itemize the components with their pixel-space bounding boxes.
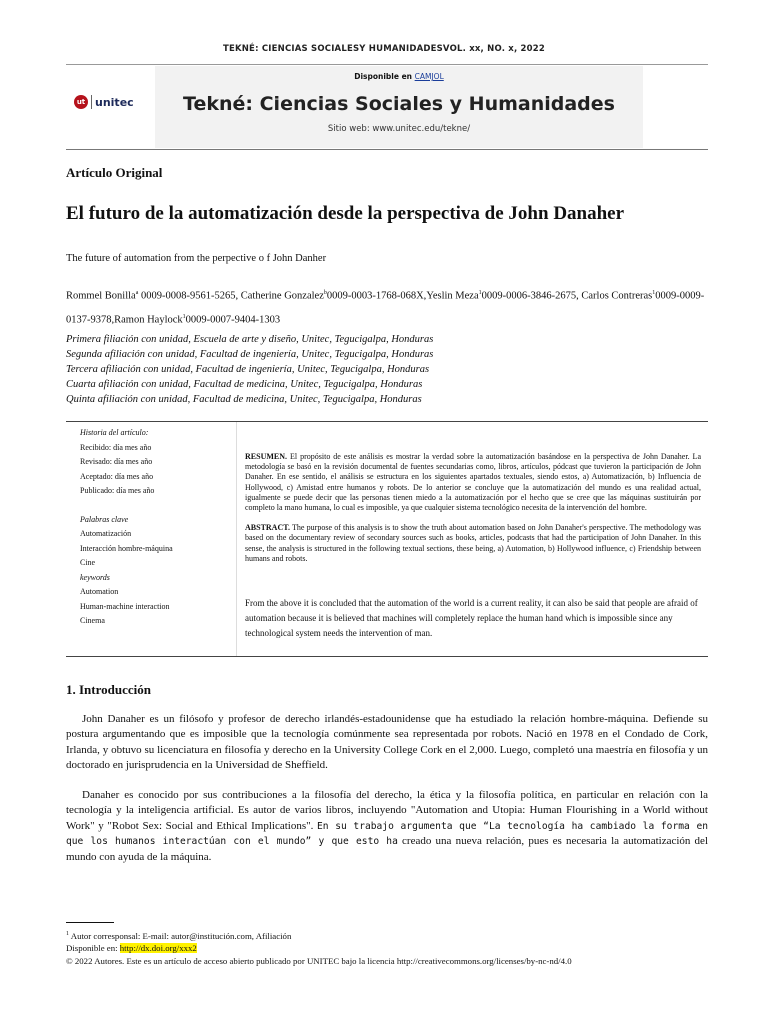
footnotes	[66, 928, 572, 967]
intro-p2-text: Danaher es conocido por sus contribuciones a la filosofía del derecho, la ética y la filosofía política, en particular en relación con la tecnología y la inteligencia artificial. Es autor de varios libros, incluyendo "Automation and Utopia: Human Flourishing in a World without Work" y "Robot Sex: Social and Ethical Implications".	[66, 789, 708, 832]
doi-label: Disponible en:	[66, 943, 120, 954]
keyword-item: Cine	[80, 558, 96, 567]
abstract-label: ABSTRACT.	[245, 523, 290, 533]
article-subtitle: The future of automation from the perpective o f John Danher	[66, 253, 327, 264]
resumen-label: RESUMEN.	[245, 452, 288, 461]
author-orcid: 0009-0008-9561-5265,	[138, 290, 241, 302]
logo-divider	[91, 95, 92, 109]
history-item: Revisado: día mes año	[80, 457, 153, 466]
history-item: Publicado: día mes año	[80, 486, 155, 495]
author-sup: b	[323, 290, 327, 296]
affiliation-line: Cuarta afiliación con unidad, Facultad de medicina, Unitec, Tegucigalpa, Honduras	[66, 379, 423, 390]
author-orcid: 0009-0009-0137-9378,	[66, 290, 705, 325]
divider-bottom	[66, 656, 708, 657]
journal-website: Sitio web: www.unitec.edu/tekne/	[327, 124, 471, 134]
keywords-es-heading: Palabras clave	[80, 514, 129, 524]
corresponding-author-text: Autor corresponsal: E-mail: autor@institución.com, Afiliación	[69, 930, 292, 941]
keyword-item: Automation	[80, 587, 119, 596]
affiliation-line: Primera filiación con unidad, Escuela de arte y diseño, Unitec, Tegucigalpa, Honduras	[66, 334, 434, 345]
author-name: Catherine Gonzalez	[240, 290, 324, 302]
availability-line	[155, 72, 643, 81]
author-sup: 1	[652, 290, 656, 296]
article-title: El futuro de la automatización desde la perspectiva de John Danaher	[66, 203, 625, 224]
divider-top	[66, 421, 708, 422]
author-orcid: 0009-0003-1768-068X,	[326, 290, 427, 302]
keyword-item: Human-machine interaction	[80, 601, 170, 611]
resumen-text: El propósito de este análisis es mostrar la verdad sobre la automatización basándose en la perspectiva de John Danaher. La metodología se basó en la revisión documental de fuentes secundarias como, libros, artículos, pódcast que tuvieron la participación de John Danaher. En ese sentido, el análisis se estructura en los siguientes apartados textuales, siendo estos, a) Automatización, b) Influencia de Hollywood, c) Amistad entre humanos y robots. De lo anterior se concluye que la automatización del mundo es una realidad actual, igualmente se puede decir que las personas tienen miedo a la automatización por el hecho que se cree que las máquinas sustituirán por completo la mano humana, lo cual es imposible, ya que cualquier sistema tecnológico necesita de la intervención del hombre.	[245, 452, 701, 513]
keywords-en-heading: keywords	[80, 572, 110, 582]
availability-label: Disponible en	[354, 72, 412, 81]
footnote-rule	[66, 922, 114, 923]
affiliations	[66, 332, 433, 407]
abstract-text: The purpose of this analysis is to show the truth about automation based on John Danaher's perspective. The methodology was based on the documentary review of secondary sources such as books, articles, podcasts that had the participation of John Danaher. In this sense, the analysis is structured in the following textual sections, these being, a) Automation, b) Hollywood influence, c) Friendship between humans and robots.	[245, 523, 701, 563]
resumen	[245, 452, 701, 513]
author-sup: 1	[182, 313, 186, 320]
article-info-sidebar	[80, 426, 230, 629]
footnote-sup: 1	[66, 931, 69, 937]
author-sup: a	[135, 290, 139, 296]
doi-link[interactable]: http://dx.doi.org/xxx2	[119, 943, 197, 954]
keyword-item: Interacción hombre-máquina	[80, 543, 173, 553]
running-head: TEKNÉ: CIENCIAS SOCIALESY HUMANIDADESVOL. xx, NO. x, 2022	[222, 44, 546, 54]
keyword-item: Automatización	[80, 529, 132, 538]
intro-paragraph-2	[66, 788, 708, 865]
author-name: Ramon Haylock	[114, 314, 183, 325]
corresponding-author-note	[66, 928, 572, 942]
affiliation-line: Quinta afiliación con unidad, Facultad de medicina, Unitec, Tegucigalpa, Honduras	[66, 394, 422, 405]
abstract-block	[245, 452, 701, 564]
history-item: Recibido: día mes año	[80, 442, 152, 452]
abstract	[245, 523, 701, 564]
affiliation-line: Segunda afiliación con unidad, Facultad de ingeniería, Unitec, Tegucigalpa, Honduras	[66, 349, 434, 360]
history-heading: Historia del artículo:	[80, 428, 149, 437]
unitec-logo-icon: ut	[74, 95, 88, 109]
unitec-logo-text: unitec	[95, 95, 134, 109]
author-sup: 1	[478, 290, 482, 296]
affiliation-line: Tercera afiliación con unidad, Facultad de ingeniería, Unitec, Tegucigalpa, Honduras	[66, 364, 430, 375]
article-type: Artículo Original	[66, 165, 163, 180]
intro-paragraph-1: John Danaher es un filósofo y profesor de derecho irlandés-estadounidense que ha estudiado la relación hombre-máquina. Defiende su postura argumentando que es imposible que la tecnología comúnmente sea representada por robots. Nació en 1978 en el Condado de Cork, Irlanda, y obtuvo su licenciatura en filosofía y derecho en la University College Cork en el 2,000. Luego, completó una maestría en filosofía y un doctorado en jurisprudencia en la Universidad de Sheffield.	[66, 713, 708, 772]
doi-line	[66, 942, 572, 954]
author-name: Yeslin Meza	[426, 290, 479, 302]
section-heading-introduction: 1. Introducción	[66, 682, 151, 697]
column-divider	[236, 422, 237, 656]
intro-p2-end: creado una nueva relación, pues es necesaria la automatización del mundo con ayuda de la máquina.	[66, 835, 708, 863]
author-orcid: 0009-0007-9404-1303	[185, 314, 281, 325]
intro-p2-quote: En su trabajo argumenta que “La tecnología ha cambiado la forma en que los humanos interactúan con el mundo” y que esto ha	[66, 820, 708, 848]
keyword-item: Cinema	[80, 616, 105, 625]
history-item: Aceptado: día mes año	[80, 471, 154, 481]
journal-title: Tekné: Ciencias Sociales y Humanidades	[183, 93, 615, 115]
author-name: Rommel Bonilla	[66, 290, 136, 302]
author-orcid: 0009-0006-3846-2675,	[481, 290, 579, 302]
license-note: © 2022 Autores. Este es un artículo de acceso abierto publicado por UNITEC bajo la licencia http://creativecommons.org/licenses/by-nc-nd/4.0	[66, 955, 572, 966]
unitec-logo	[74, 94, 134, 110]
spacer	[80, 499, 230, 513]
abstract-continuation: From the above it is concluded that the automation of the world is a current reality, it can also be said that people are afraid of automation because it is believed that machines will completely replace the human hand which is impossible since any technological system needs the intervention of man.	[245, 598, 698, 638]
author-name: Carlos Contreras	[581, 290, 653, 302]
author-list	[66, 283, 708, 330]
camjol-link[interactable]: CAMJOL	[414, 72, 444, 81]
